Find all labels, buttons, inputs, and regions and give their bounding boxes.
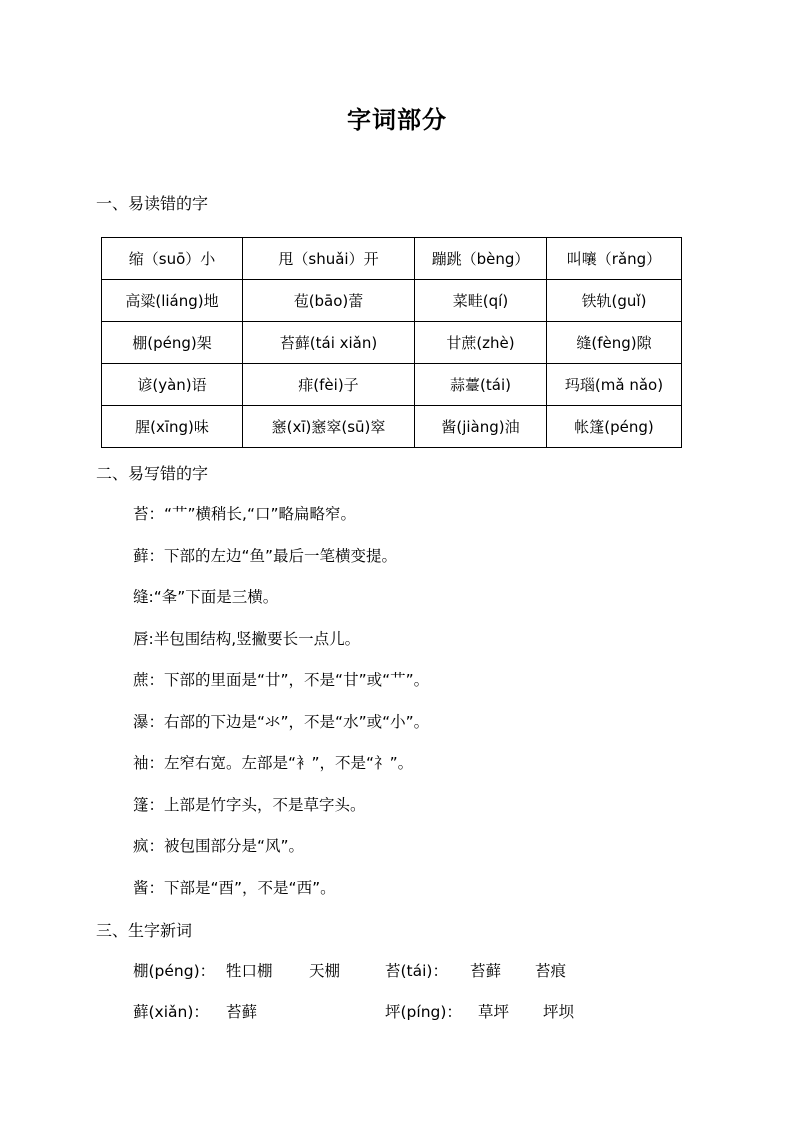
vocab-word: 苔痕 xyxy=(535,962,567,980)
table-cell: 酱(jiàng)油 xyxy=(415,406,547,448)
table-cell: 帐篷(péng) xyxy=(547,406,682,448)
table-cell: 甩（shuǎi）开 xyxy=(243,238,415,280)
table-cell: 缩（suō）小 xyxy=(102,238,243,280)
table-cell: 窸(xī)窸窣(sū)窣 xyxy=(243,406,415,448)
writing-tip: 袖：左窄右宽。左部是“衤”，不是“礻”。 xyxy=(133,754,414,772)
table-cell: 蹦跳（bèng） xyxy=(415,238,547,280)
section-heading-misread: 一、易读错的字 xyxy=(96,194,209,213)
misread-words-table xyxy=(101,237,682,448)
vocab-head: 苔(tái)： xyxy=(385,962,448,980)
writing-tip: 藓：下部的左边“鱼”最后一笔横变提。 xyxy=(133,547,398,565)
writing-tip: 疯：被包围部分是“风”。 xyxy=(133,837,305,855)
section-heading-miswritten: 二、易写错的字 xyxy=(96,464,209,483)
table-cell: 缝(fèng)隙 xyxy=(547,322,682,364)
table-cell: 铁轨(guǐ) xyxy=(547,280,682,322)
writing-tip: 缝:“夆”下面是三横。 xyxy=(133,588,279,606)
vocab-word: 苔藓 xyxy=(470,962,502,980)
table-cell: 棚(péng)架 xyxy=(102,322,243,364)
writing-tip: 瀑：右部的下边是“氺”，不是“水”或“小”。 xyxy=(133,713,430,731)
vocab-head: 藓(xiǎn)： xyxy=(133,1003,209,1021)
writing-tip: 蔗：下部的里面是“廿”，不是“甘”或“艹”。 xyxy=(133,671,430,689)
page-title: 字词部分 xyxy=(347,106,447,134)
writing-tip: 酱：下部是“酉”，不是“西”。 xyxy=(133,879,336,897)
table-cell: 高粱(liáng)地 xyxy=(102,280,243,322)
table-cell: 甘蔗(zhè) xyxy=(415,322,547,364)
table-cell: 叫嚷（rǎng） xyxy=(547,238,682,280)
table-cell: 菜畦(qí) xyxy=(415,280,547,322)
table-cell: 谚(yàn)语 xyxy=(102,364,243,406)
table-cell: 腥(xīng)味 xyxy=(102,406,243,448)
writing-tip: 篷：上部是竹字头，不是草字头。 xyxy=(133,796,366,814)
vocab-word: 天棚 xyxy=(309,962,341,980)
vocab-word: 坪坝 xyxy=(543,1003,575,1021)
writing-tip: 唇:半包围结构,竖撇要长一点儿。 xyxy=(133,630,361,648)
section-heading-new-words: 三、生字新词 xyxy=(96,921,193,940)
vocab-word: 苔藓 xyxy=(226,1003,258,1021)
vocab-head: 棚(péng)： xyxy=(133,962,216,980)
writing-tip: 苔：“艹”横稍长,“口”略扁略窄。 xyxy=(133,505,357,523)
table-cell: 蒜薹(tái) xyxy=(415,364,547,406)
vocab-word: 草坪 xyxy=(478,1003,510,1021)
table-cell: 苞(bāo)蕾 xyxy=(243,280,415,322)
table-cell: 玛瑙(mǎ nǎo) xyxy=(547,364,682,406)
vocab-head: 坪(píng)： xyxy=(385,1003,462,1021)
table-cell: 苔藓(tái xiǎn) xyxy=(243,322,415,364)
vocab-word: 牲口棚 xyxy=(226,962,273,980)
table-cell: 痱(fèi)子 xyxy=(243,364,415,406)
